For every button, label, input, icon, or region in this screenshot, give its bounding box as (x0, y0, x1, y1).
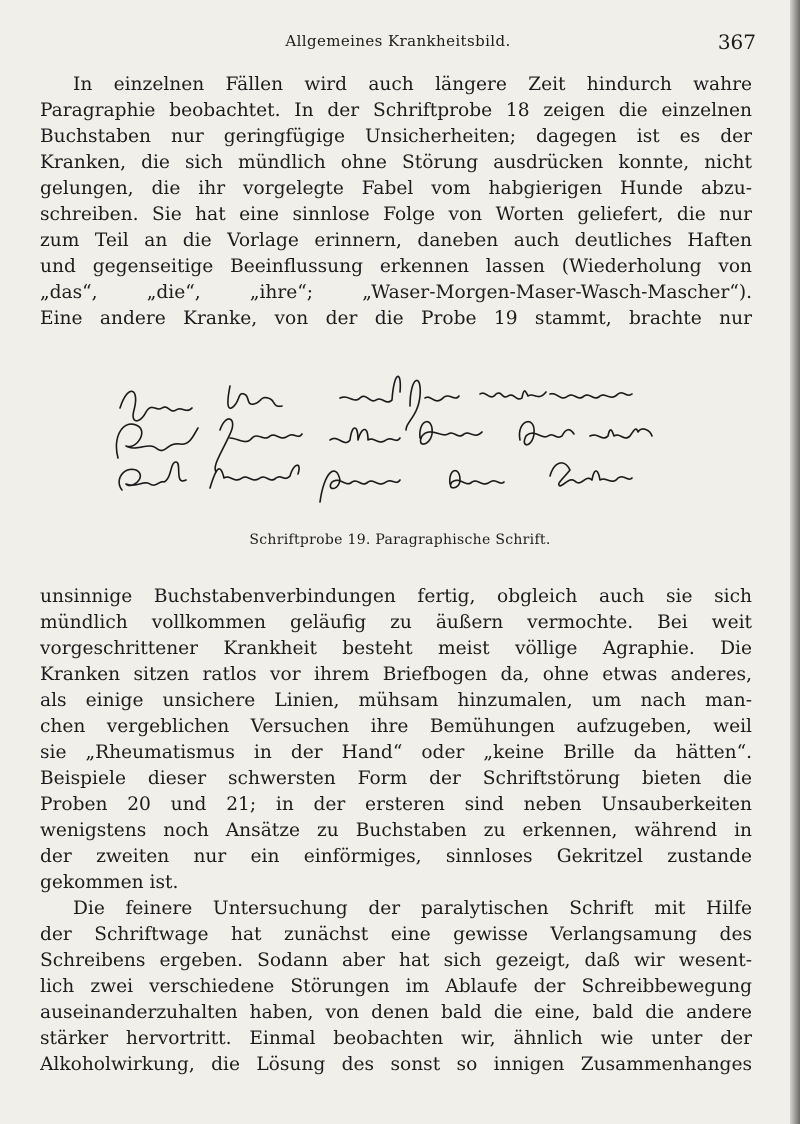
handwriting-scribble-image (100, 368, 700, 518)
text-line: sie „Rheumatismus in der Hand“ oder „keine Brille da hätten“. (40, 742, 752, 763)
text-line: „das“, „die“, „ihre“; „Waser-Morgen-Maser-Wasch-Mascher“). (40, 282, 752, 303)
page-edge-shadow (790, 0, 800, 1124)
text-line: gekommen ist. (40, 872, 179, 893)
text-line: vorgeschrittener Krankheit besteht meist völlige Agraphie. Die (40, 638, 752, 659)
text-line: der zweiten nur ein einförmiges, sinnloses Gekritzel zustande (40, 846, 752, 867)
text-line: lich zwei verschiedene Störungen im Ablaufe der Schreibbewegung (40, 976, 752, 997)
text-line: Schreibens ergeben. Sodann aber hat sich gezeigt, daß wir wesent- (40, 950, 752, 971)
text-line: schreiben. Sie hat eine sinnlose Folge von Worten geliefert, die nur (40, 204, 752, 225)
paragraph-block-bottom (40, 584, 752, 1078)
text-line: und gegenseitige Beeinflussung erkennen lassen (Wiederholung von (40, 256, 752, 277)
handwriting-specimen (100, 368, 700, 518)
text-line: Buchstaben nur geringfügige Unsicherheiten; dagegen ist es der (40, 126, 752, 147)
text-line: Beispiele dieser schwersten Form der Schriftstörung bieten die (40, 768, 752, 789)
text-line: zum Teil an die Vorlage erinnern, daneben auch deutliches Haften (40, 230, 752, 251)
text-line: unsinnige Buchstabenverbindungen fertig, obgleich auch sie sich (40, 586, 752, 607)
text-line: Alkoholwirkung, die Lösung des sonst so innigen Zusammenhanges (40, 1054, 752, 1075)
figure-caption: Schriftprobe 19. Paragraphische Schrift. (249, 532, 551, 548)
text-line: als einige unsichere Linien, mühsam hinzumalen, um nach man- (40, 690, 752, 711)
text-line: mündlich vollkommen geläufig zu äußern vermochte. Bei weit (40, 612, 752, 633)
text-line: auseinanderzuhalten haben, von denen bald die eine, bald die andere (40, 1002, 752, 1023)
running-title: Allgemeines Krankheitsbild. (285, 32, 511, 50)
paragraph-block-top (40, 72, 752, 332)
text-line: In einzelnen Fällen wird auch längere Zeit hindurch wahre (73, 74, 752, 95)
page-header (40, 26, 756, 56)
text-line: gelungen, die ihr vorgelegte Fabel vom habgierigen Hunde abzu- (40, 178, 752, 199)
text-line: der Schriftwage hat zunächst eine gewisse Verlangsamung des (40, 924, 752, 945)
text-line: Die feinere Untersuchung der paralytischen Schrift mit Hilfe (73, 898, 752, 919)
text-line: Proben 20 und 21; in der ersteren sind neben Unsauberkeiten (40, 794, 752, 815)
text-line: stärker hervortritt. Einmal beobachten wir, ähnlich wie unter der (40, 1028, 752, 1049)
text-line: Kranken sitzen ratlos vor ihrem Briefbogen da, ohne etwas anderes, (40, 664, 752, 685)
text-line: wenigstens noch Ansätze zu Buchstaben zu erkennen, während in (40, 820, 752, 841)
page-number: 367 (717, 30, 756, 54)
text-line: Paragraphie beobachtet. In der Schriftprobe 18 zeigen die einzelnen (40, 100, 752, 121)
text-line: Kranken, die sich mündlich ohne Störung ausdrücken konnte, nicht (40, 152, 752, 173)
text-line: chen vergeblichen Versuchen ihre Bemühungen aufzugeben, weil (40, 716, 752, 737)
text-line: Eine andere Kranke, von der die Probe 19 stammt, brachte nur (40, 308, 752, 329)
